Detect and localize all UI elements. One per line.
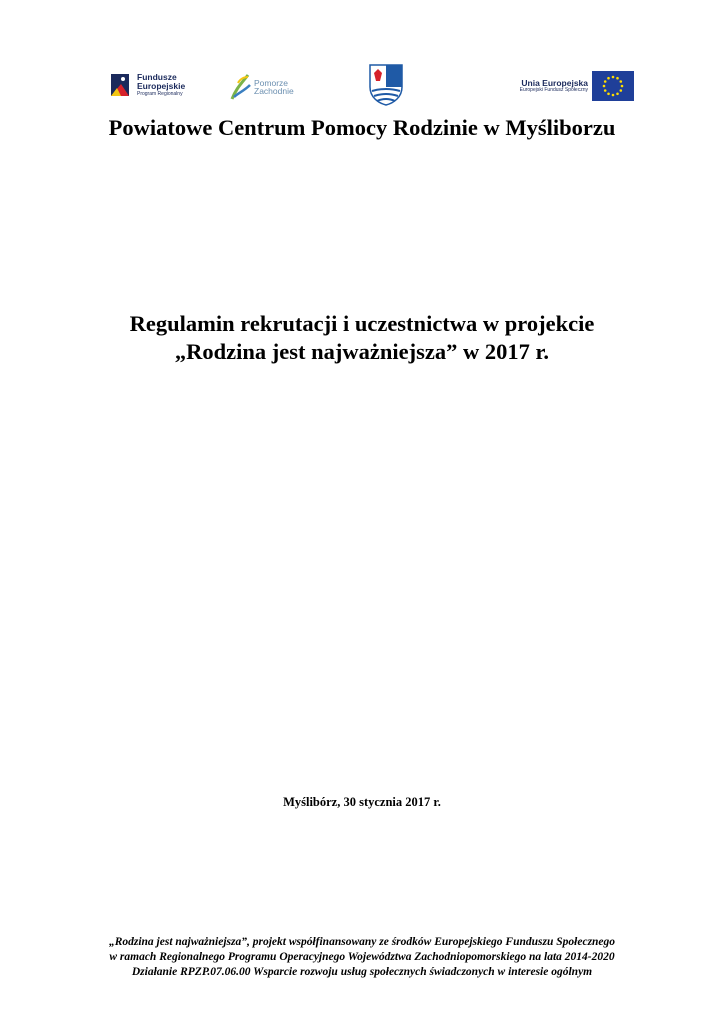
ue-logo-text-line1: Unia Europejska bbox=[521, 77, 588, 88]
place-and-date: Myślibórz, 30 stycznia 2017 r. bbox=[283, 795, 441, 809]
project-footer bbox=[0, 935, 724, 980]
fe-logo-text-line3: Program Regionalny bbox=[137, 91, 183, 97]
organization-heading: Powiatowe Centrum Pomocy Rodzinie w Myśliborzu bbox=[108, 115, 616, 140]
document-title-line2: „Rodzina jest najważniejsza” w 2017 r. bbox=[174, 339, 550, 364]
fundusze-europejskie-logo bbox=[107, 66, 199, 104]
fundusze-europejskie-logo-icon bbox=[107, 70, 133, 100]
footer-line2: w ramach Regionalnego Programu Operacyjnego Województwa Zachodniopomorskiego na lata 2014-2020 bbox=[109, 951, 615, 963]
unia-europejska-logo bbox=[500, 70, 634, 102]
fe-logo-text-line1: Fundusze bbox=[137, 72, 177, 82]
county-crest-logo bbox=[366, 63, 406, 107]
footer-line3: Działanie RPZP.07.06.00 Wsparcie rozwoju usług społecznych świadczonych w interesie ogólnym bbox=[131, 966, 593, 978]
pz-logo-text-line2: Zachodnie bbox=[254, 86, 294, 96]
pomorze-zachodnie-logo-icon bbox=[228, 71, 252, 103]
county-crest-icon bbox=[366, 63, 406, 107]
footer-line1: „Rodzina jest najważniejsza”, projekt współfinansowany ze środków Europejskiego Funduszu Społecznego bbox=[108, 936, 616, 948]
ue-logo-text-line2: Europejski Fundusz Społeczny bbox=[519, 86, 588, 93]
pomorze-zachodnie-logo bbox=[228, 70, 298, 104]
pz-logo-text-line1: Pomorze bbox=[254, 77, 289, 88]
fe-logo-text-line2: Europejskie bbox=[137, 80, 186, 91]
document-title-line1: Regulamin rekrutacji i uczestnictwa w projekcie bbox=[129, 311, 595, 336]
eu-flag-icon bbox=[592, 71, 634, 101]
document-title bbox=[0, 310, 724, 366]
